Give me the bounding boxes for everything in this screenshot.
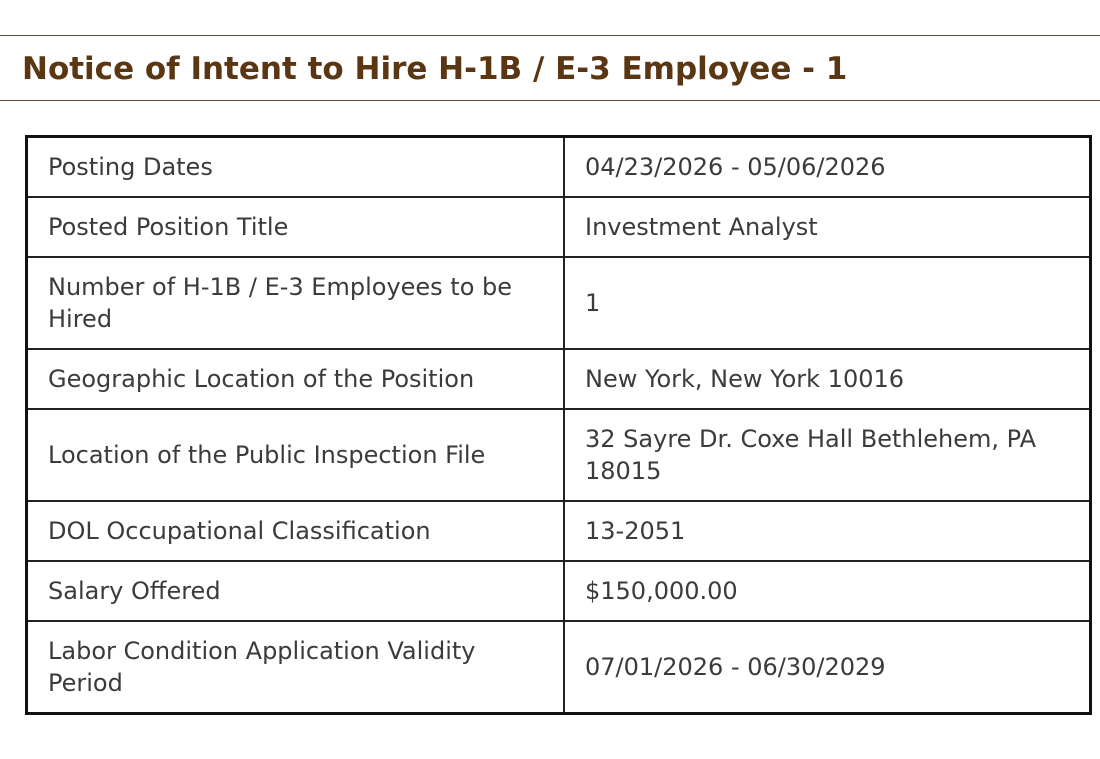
row-value-position-title: Investment Analyst — [564, 197, 1091, 257]
row-value-dol-classification: 13-2051 — [564, 501, 1091, 561]
title-bar — [0, 35, 1100, 101]
table-row — [27, 501, 1091, 561]
row-value-posting-dates: 04/23/2026 - 05/06/2026 — [564, 137, 1091, 198]
table-row — [27, 409, 1091, 501]
table-row — [27, 349, 1091, 409]
table-row — [27, 561, 1091, 621]
row-label-public-inspection-file: Location of the Public Inspection File — [27, 409, 565, 501]
row-label-salary-offered: Salary Offered — [27, 561, 565, 621]
row-value-public-inspection-file: 32 Sayre Dr. Coxe Hall Bethlehem, PA 18015 — [564, 409, 1091, 501]
row-value-geographic-location: New York, New York 10016 — [564, 349, 1091, 409]
row-value-salary-offered: $150,000.00 — [564, 561, 1091, 621]
row-label-geographic-location: Geographic Location of the Position — [27, 349, 565, 409]
row-label-dol-classification: DOL Occupational Classification — [27, 501, 565, 561]
notice-table — [25, 135, 1092, 715]
table-row — [27, 257, 1091, 349]
table-row — [27, 621, 1091, 714]
table-row — [27, 197, 1091, 257]
row-label-number-of-employees: Number of H-1B / E-3 Employees to be Hired — [27, 257, 565, 349]
page-title: Notice of Intent to Hire H-1B / E-3 Employee - 1 — [22, 51, 848, 87]
row-value-lca-validity-period: 07/01/2026 - 06/30/2029 — [564, 621, 1091, 714]
row-label-posting-dates: Posting Dates — [27, 137, 565, 198]
row-label-lca-validity-period: Labor Condition Application Validity Period — [27, 621, 565, 714]
table-row — [27, 137, 1091, 198]
row-value-number-of-employees: 1 — [564, 257, 1091, 349]
row-label-position-title: Posted Position Title — [27, 197, 565, 257]
